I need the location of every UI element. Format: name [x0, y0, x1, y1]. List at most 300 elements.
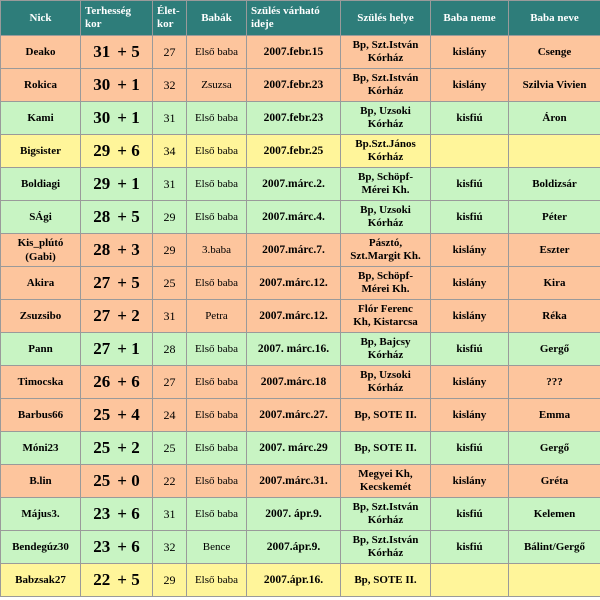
- baby-name-cell: [509, 564, 600, 597]
- table-row: [1, 333, 600, 366]
- age-value: 32: [163, 78, 176, 92]
- due-date-value: 2007.márc.12.: [259, 277, 328, 289]
- table-row: [1, 267, 600, 300]
- baby-name-cell: [509, 432, 600, 465]
- days-value: + 2: [117, 438, 140, 457]
- nick-cell: [1, 465, 81, 498]
- age-value: 29: [163, 573, 176, 587]
- birth-place-cell: [341, 135, 431, 168]
- baby-name-cell: [509, 333, 600, 366]
- baby-sex-cell: [431, 432, 509, 465]
- baby-name-value: Emma: [538, 409, 571, 421]
- baby-sex-cell: [431, 168, 509, 201]
- weeks-value: 29: [93, 174, 111, 193]
- weeks-value: 30: [93, 75, 111, 94]
- baby-sex-value: kisfiú: [456, 508, 483, 520]
- baby-name-cell: [509, 267, 600, 300]
- babak-cell: [187, 36, 247, 69]
- age-value: 27: [163, 45, 176, 59]
- due-date-value: 2007. ápr.9.: [265, 508, 322, 520]
- baby-name-value: Gergő: [539, 343, 570, 355]
- due-date-cell: [247, 168, 341, 201]
- baby-sex-cell: [431, 366, 509, 399]
- age-cell: [153, 102, 187, 135]
- age-value: 31: [163, 309, 176, 323]
- nick-text: Barbus66: [17, 409, 64, 421]
- birth-place-line2: Kórház: [367, 151, 404, 163]
- due-date-cell: [247, 333, 341, 366]
- nick-text: SÁgi: [29, 211, 52, 223]
- birth-place-cell: [341, 465, 431, 498]
- nick-text: Bigsister: [20, 145, 61, 157]
- baby-sex-cell: [431, 267, 509, 300]
- pregnancy-week-cell: [81, 465, 153, 498]
- birth-place-line2: Mérei Kh.: [361, 283, 410, 295]
- babak-cell: [187, 432, 247, 465]
- days-value: + 3: [117, 240, 140, 259]
- header-babak: Babák: [187, 1, 247, 36]
- baby-sex-cell: [431, 69, 509, 102]
- baby-sex-cell: [431, 564, 509, 597]
- birth-place-line1: Bp, SOTE II.: [354, 573, 417, 586]
- birth-place-line2: Kórház: [367, 52, 404, 64]
- baby-sex-value: kislány: [452, 310, 487, 322]
- age-cell: [153, 201, 187, 234]
- pregnancy-week-cell: [81, 564, 153, 597]
- birth-place-line2: Kórház: [367, 547, 404, 559]
- nick-text: Kis_plútó (Gabi): [17, 237, 64, 263]
- babak-cell: [187, 531, 247, 564]
- due-date-value: 2007.febr.15: [263, 46, 324, 58]
- table-row: [1, 531, 600, 564]
- nick-cell: [1, 432, 81, 465]
- birth-place-line1: Flór Ferenc: [358, 303, 413, 315]
- due-date-cell: [247, 498, 341, 531]
- birth-place-line1: Bp, Uzsoki: [360, 369, 411, 381]
- days-value: + 6: [117, 372, 140, 391]
- birth-place-cell: [341, 432, 431, 465]
- pregnancy-week-cell: [81, 168, 153, 201]
- table-row: [1, 234, 600, 267]
- due-date-value: 2007.márc.27.: [259, 409, 328, 421]
- days-value: + 6: [117, 537, 140, 556]
- weeks-value: 31: [93, 42, 111, 61]
- pregnancy-week-cell: [81, 36, 153, 69]
- nick-text: Boldiagi: [20, 178, 61, 190]
- due-date-cell: [247, 102, 341, 135]
- nick-cell: [1, 531, 81, 564]
- baby-name-cell: [509, 201, 600, 234]
- due-date-cell: [247, 135, 341, 168]
- nick-text: Pann: [28, 343, 53, 355]
- birth-place-cell: [341, 201, 431, 234]
- baby-sex-value: kislány: [452, 409, 487, 421]
- header-age: Élet-kor: [153, 1, 187, 36]
- birth-place-cell: [341, 234, 431, 267]
- due-date-value: 2007.márc.31.: [259, 475, 328, 487]
- baby-name-cell: [509, 300, 600, 333]
- pregnancy-week-cell: [81, 333, 153, 366]
- pregnancy-week-cell: [81, 69, 153, 102]
- weeks-value: 29: [93, 141, 111, 160]
- due-date-value: 2007.febr.25: [263, 145, 324, 157]
- table-row: [1, 366, 600, 399]
- age-value: 29: [163, 210, 176, 224]
- due-date-cell: [247, 366, 341, 399]
- birth-place-cell: [341, 102, 431, 135]
- days-value: + 5: [117, 207, 140, 226]
- due-date-value: 2007.febr.23: [263, 112, 324, 124]
- weeks-value: 27: [93, 306, 111, 325]
- baby-sex-cell: [431, 333, 509, 366]
- birth-place-line2: Kórház: [367, 349, 404, 361]
- babak-value: Bence: [202, 541, 231, 553]
- age-value: 31: [163, 111, 176, 125]
- birth-place-cell: [341, 69, 431, 102]
- babak-cell: [187, 135, 247, 168]
- age-cell: [153, 267, 187, 300]
- birth-place-cell: [341, 564, 431, 597]
- baby-sex-value: kisfiú: [456, 343, 483, 355]
- birth-place-cell: [341, 366, 431, 399]
- age-value: 29: [163, 243, 176, 257]
- weeks-value: 23: [93, 537, 111, 556]
- baby-sex-cell: [431, 465, 509, 498]
- age-cell: [153, 168, 187, 201]
- babak-value: Petra: [205, 310, 228, 322]
- nick-text: Móni23: [22, 442, 59, 454]
- pregnancy-week-cell: [81, 201, 153, 234]
- due-date-cell: [247, 432, 341, 465]
- weeks-value: 27: [93, 339, 111, 358]
- birth-place-line1: Megyei Kh,: [358, 468, 413, 480]
- nick-text: Bendegúz30: [12, 541, 69, 553]
- baby-name-cell: [509, 234, 600, 267]
- baby-name-value: Boldizsár: [532, 178, 577, 190]
- due-date-value: 2007.febr.23: [263, 79, 324, 91]
- baby-name-cell: [509, 465, 600, 498]
- age-value: 22: [163, 474, 176, 488]
- nick-cell: [1, 234, 81, 267]
- baby-name-cell: [509, 69, 600, 102]
- days-value: + 1: [117, 174, 140, 193]
- table-row: [1, 564, 600, 597]
- birth-place-line1: Bp, Schöpf-: [357, 171, 414, 183]
- baby-name-value: Szilvia Vivien: [522, 79, 587, 91]
- weeks-value: 22: [93, 570, 111, 589]
- baby-sex-value: kislány: [452, 376, 487, 388]
- header-row: [1, 1, 600, 36]
- age-cell: [153, 234, 187, 267]
- days-value: + 4: [117, 405, 140, 424]
- babak-cell: [187, 168, 247, 201]
- baby-sex-value: kislány: [452, 79, 487, 91]
- birth-place-line1: Bp, Uzsoki: [360, 204, 411, 216]
- due-date-value: 2007.márc.4.: [262, 211, 325, 223]
- age-cell: [153, 432, 187, 465]
- baby-sex-value: kislány: [452, 475, 487, 487]
- birth-place-cell: [341, 168, 431, 201]
- pregnancy-week-cell: [81, 432, 153, 465]
- days-value: + 6: [117, 141, 140, 160]
- weeks-value: 25: [93, 405, 111, 424]
- days-value: + 1: [117, 75, 140, 94]
- baby-sex-cell: [431, 498, 509, 531]
- weeks-value: 26: [93, 372, 111, 391]
- birth-place-line2: Kórház: [367, 382, 404, 394]
- birth-place-line1: Bp, Bajcsy: [360, 336, 411, 348]
- table-row: [1, 102, 600, 135]
- table-row: [1, 465, 600, 498]
- birth-place-line2: Kecskemét: [359, 481, 412, 493]
- babak-cell: [187, 102, 247, 135]
- age-value: 25: [163, 276, 176, 290]
- nick-text: Rokica: [24, 79, 57, 91]
- babak-cell: [187, 69, 247, 102]
- nick-cell: [1, 168, 81, 201]
- age-value: 32: [163, 540, 176, 554]
- nick-cell: [1, 135, 81, 168]
- baby-name-value: Gergő: [539, 442, 570, 454]
- nick-text: Deako: [25, 46, 56, 58]
- nick-cell: [1, 300, 81, 333]
- baby-name-value: Gréta: [540, 475, 569, 487]
- weeks-value: 27: [93, 273, 111, 292]
- weeks-value: 23: [93, 504, 111, 523]
- birth-place-line1: Bp, Szt.István: [352, 534, 419, 546]
- baby-sex-value: kisfiú: [456, 442, 483, 454]
- baby-name-value: Kelemen: [533, 508, 576, 520]
- birth-place-line2: Mérei Kh.: [361, 184, 410, 196]
- baby-name-value: Áron: [542, 112, 567, 124]
- header-place: Szülés helye: [341, 1, 431, 36]
- nick-text: Zsuzsibo: [19, 310, 62, 322]
- nick-cell: [1, 333, 81, 366]
- weeks-value: 25: [93, 471, 111, 490]
- birth-place-line1: Bp.Szt.János: [355, 138, 416, 150]
- birth-place-line2: Szt.Margit Kh.: [350, 250, 421, 262]
- due-date-value: 2007.ápr.9.: [266, 541, 321, 553]
- baby-sex-cell: [431, 135, 509, 168]
- babak-value: 3.baba: [201, 244, 231, 256]
- birth-place-line1: Bp, Uzsoki: [360, 105, 411, 117]
- age-cell: [153, 564, 187, 597]
- baby-sex-cell: [431, 234, 509, 267]
- age-cell: [153, 135, 187, 168]
- due-date-cell: [247, 564, 341, 597]
- nick-text: Timocska: [17, 376, 64, 388]
- birth-place-line1: Bp, Szt.István: [352, 39, 419, 51]
- baby-name-cell: [509, 366, 600, 399]
- baby-name-cell: [509, 36, 600, 69]
- babak-value: Első baba: [194, 343, 239, 355]
- baby-sex-value: kisfiú: [456, 541, 483, 553]
- birth-place-cell: [341, 531, 431, 564]
- baby-sex-cell: [431, 300, 509, 333]
- age-value: 27: [163, 375, 176, 389]
- header-nick: Nick: [1, 1, 81, 36]
- babak-cell: [187, 267, 247, 300]
- baby-sex-cell: [431, 531, 509, 564]
- pregnancy-week-cell: [81, 267, 153, 300]
- header-name: Baba neve: [509, 1, 600, 36]
- due-date-value: 2007. márc.16.: [257, 343, 330, 355]
- nick-cell: [1, 399, 81, 432]
- header-week: Terhesség kor: [81, 1, 153, 36]
- birth-place-cell: [341, 333, 431, 366]
- birth-place-line2: Kh, Kistarcsa: [353, 316, 418, 328]
- baby-sex-value: kislány: [452, 277, 487, 289]
- due-date-cell: [247, 399, 341, 432]
- age-value: 31: [163, 507, 176, 521]
- due-date-cell: [247, 531, 341, 564]
- due-date-cell: [247, 234, 341, 267]
- age-value: 28: [163, 342, 176, 356]
- due-date-cell: [247, 36, 341, 69]
- nick-cell: [1, 498, 81, 531]
- baby-name-value: Bálint/Gergő: [523, 541, 586, 553]
- birth-place-line1: Pásztó,: [368, 237, 403, 249]
- baby-sex-cell: [431, 102, 509, 135]
- babak-cell: [187, 234, 247, 267]
- table-row: [1, 168, 600, 201]
- baby-sex-value: kisfiú: [456, 112, 483, 124]
- babak-cell: [187, 465, 247, 498]
- header-sex: Baba neme: [431, 1, 509, 36]
- due-date-value: 2007.márc.12.: [259, 310, 328, 322]
- babak-value: Első baba: [194, 508, 239, 520]
- birth-place-line1: Bp, SOTE II.: [354, 408, 417, 421]
- baby-name-value: Kira: [543, 277, 566, 289]
- pregnancy-week-cell: [81, 234, 153, 267]
- due-date-value: 2007.márc.7.: [262, 244, 325, 256]
- age-cell: [153, 531, 187, 564]
- due-date-value: 2007.ápr.16.: [263, 574, 324, 586]
- days-value: + 5: [117, 570, 140, 589]
- birth-place-cell: [341, 498, 431, 531]
- table-row: [1, 300, 600, 333]
- birth-place-line1: Bp, Szt.István: [352, 72, 419, 84]
- birth-place-line2: Kórház: [367, 514, 404, 526]
- age-cell: [153, 399, 187, 432]
- days-value: + 5: [117, 273, 140, 292]
- days-value: + 1: [117, 108, 140, 127]
- birth-place-line2: Kórház: [367, 118, 404, 130]
- babak-value: Első baba: [194, 574, 239, 586]
- due-date-cell: [247, 201, 341, 234]
- days-value: + 1: [117, 339, 140, 358]
- pregnancy-week-cell: [81, 498, 153, 531]
- birth-place-line2: Kórház: [367, 85, 404, 97]
- due-date-cell: [247, 465, 341, 498]
- birth-place-line1: Bp, Schöpf-: [357, 270, 414, 282]
- birth-place-cell: [341, 36, 431, 69]
- days-value: + 5: [117, 42, 140, 61]
- baby-sex-cell: [431, 36, 509, 69]
- table-row: [1, 135, 600, 168]
- nick-text: Akira: [26, 277, 55, 289]
- age-cell: [153, 498, 187, 531]
- weeks-value: 28: [93, 240, 111, 259]
- due-date-value: 2007.márc.2.: [262, 178, 325, 190]
- baby-name-value: Péter: [541, 211, 568, 223]
- pregnancy-week-cell: [81, 300, 153, 333]
- babak-value: Első baba: [194, 277, 239, 289]
- birth-place-line2: Kórház: [367, 217, 404, 229]
- table-row: [1, 36, 600, 69]
- table-row: [1, 201, 600, 234]
- table-row: [1, 399, 600, 432]
- pregnancy-week-cell: [81, 102, 153, 135]
- age-cell: [153, 366, 187, 399]
- age-cell: [153, 300, 187, 333]
- nick-text: Május3.: [21, 508, 60, 520]
- babak-value: Első baba: [194, 409, 239, 421]
- baby-name-cell: [509, 399, 600, 432]
- due-date-cell: [247, 69, 341, 102]
- baby-name-cell: [509, 498, 600, 531]
- baby-name-value: Eszter: [539, 244, 570, 256]
- age-cell: [153, 333, 187, 366]
- nick-cell: [1, 36, 81, 69]
- baby-name-value: ???: [546, 376, 563, 388]
- pregnancy-week-cell: [81, 399, 153, 432]
- babak-value: Első baba: [194, 145, 239, 157]
- birth-place-cell: [341, 267, 431, 300]
- babak-value: Első baba: [194, 46, 239, 58]
- baby-sex-value: kislány: [452, 46, 487, 58]
- table-body: [1, 36, 600, 597]
- days-value: + 2: [117, 306, 140, 325]
- babak-cell: [187, 399, 247, 432]
- header-date: Szülés várható ideje: [247, 1, 341, 36]
- days-value: + 0: [117, 471, 140, 490]
- age-cell: [153, 465, 187, 498]
- nick-text: B.lin: [29, 475, 52, 487]
- weeks-value: 28: [93, 207, 111, 226]
- baby-sex-value: kislány: [452, 244, 487, 256]
- nick-text: Babzsak27: [15, 574, 66, 586]
- babak-value: Első baba: [194, 475, 239, 487]
- days-value: + 6: [117, 504, 140, 523]
- baby-sex-cell: [431, 201, 509, 234]
- babak-cell: [187, 300, 247, 333]
- birth-place-cell: [341, 300, 431, 333]
- due-date-value: 2007.márc.18: [260, 376, 327, 388]
- babak-value: Első baba: [194, 178, 239, 190]
- baby-name-cell: [509, 168, 600, 201]
- birth-place-cell: [341, 399, 431, 432]
- baby-name-cell: [509, 135, 600, 168]
- babak-cell: [187, 366, 247, 399]
- babak-value: Első baba: [194, 112, 239, 124]
- age-value: 31: [163, 177, 176, 191]
- nick-cell: [1, 69, 81, 102]
- babak-value: Első baba: [194, 376, 239, 388]
- babak-value: Első baba: [194, 442, 239, 454]
- due-date-value: 2007. márc.29: [259, 442, 328, 454]
- baby-sex-value: kisfiú: [456, 178, 483, 190]
- nick-cell: [1, 267, 81, 300]
- nick-cell: [1, 564, 81, 597]
- babak-value: Zsuzsa: [201, 79, 232, 91]
- pregnancy-week-cell: [81, 135, 153, 168]
- babak-cell: [187, 333, 247, 366]
- birth-place-line1: Bp, Szt.István: [352, 501, 419, 513]
- nick-text: Kami: [27, 112, 54, 124]
- baby-name-value: Csenge: [537, 46, 572, 58]
- due-date-cell: [247, 267, 341, 300]
